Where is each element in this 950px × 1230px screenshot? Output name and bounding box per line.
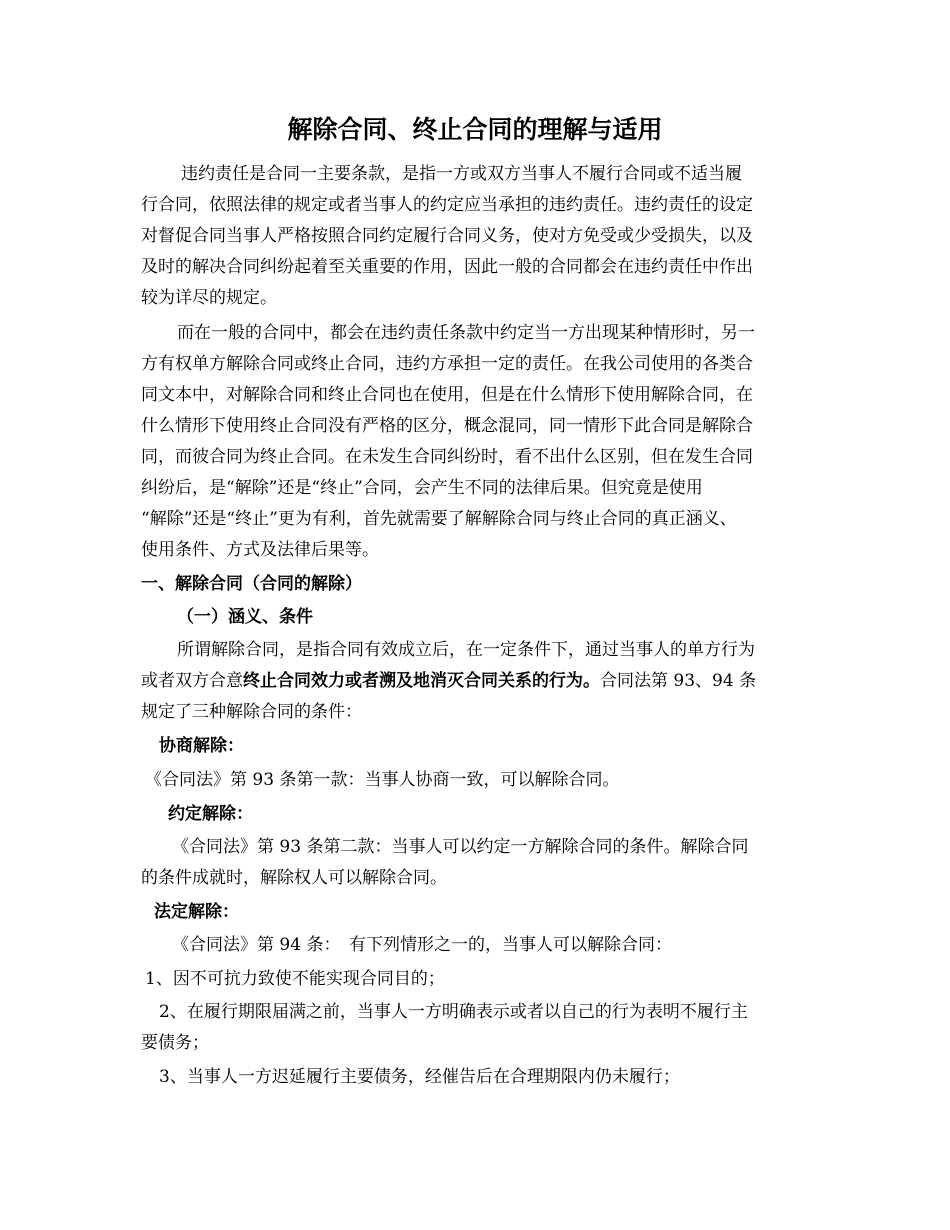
paragraph-line: 行合同，依照法律的规定或者当事人的约定应当承担的违约责任。违约责任的设定	[141, 195, 753, 215]
paragraph-line	[141, 669, 756, 693]
paragraph-line: 《合同法》第 94 条： 有下列情形之一的，当事人可以解除合同：	[172, 935, 672, 955]
paragraph-line: 及时的解决合同纠纷起着至关重要的作用，因此一般的合同都会在违约责任中作出	[141, 257, 753, 277]
subsection-heading: （一）涵义、条件	[177, 607, 313, 627]
list-item: 3、当事人一方迟延履行主要债务，经催告后在合理期限内仍未履行；	[159, 1067, 680, 1087]
clause-heading: 法定解除：	[154, 902, 239, 922]
text-run: 合同法第 93、94 条	[600, 671, 757, 691]
bold-text-run: 终止合同效力或者溯及地消灭合同关系的行为。	[243, 671, 600, 691]
paragraph-line: 使用条件、方式及法律后果等。	[141, 540, 379, 560]
paragraph-line: 对督促合同当事人严格按照合同约定履行合同义务，使对方免受或少受损失，以及	[141, 226, 753, 246]
paragraph-line: 违约责任是合同一主要条款，是指一方或双方当事人不履行合同或不适当履	[181, 164, 742, 184]
document-title: 解除合同、终止合同的理解与适用	[287, 115, 663, 144]
paragraph-line: 同文本中，对解除合同和终止合同也在使用，但是在什么情形下使用解除合同，在	[141, 385, 753, 405]
clause-heading: 协商解除：	[159, 736, 244, 756]
paragraph-line: 什么情形下使用终止合同没有严格的区分，概念混同，同一情形下此合同是解除合	[141, 416, 753, 436]
section-heading: 一、解除合同（合同的解除）	[141, 574, 362, 594]
paragraph-line: 而在一般的合同中，都会在违约责任条款中约定当一方出现某种情形时，另一	[177, 323, 755, 343]
text-run: 或者双方合意	[141, 671, 243, 691]
paragraph-line: 较为详尽的规定。	[141, 288, 277, 308]
paragraph-line: 的条件成就时，解除权人可以解除合同。	[141, 868, 447, 888]
paragraph-line: 规定了三种解除合同的条件：	[141, 702, 362, 722]
list-item: 2、在履行期限届满之前，当事人一方明确表示或者以自己的行为表明不履行主	[159, 1002, 748, 1022]
list-item: 1、因不可抗力致使不能实现合同目的；	[145, 969, 445, 989]
paragraph-line: 所谓解除合同，是指合同有效成立后，在一定条件下，通过当事人的单方行为	[177, 640, 755, 660]
paragraph-line: “解除”还是“终止”更为有利，首先就需要了解解除合同与终止合同的真正涵义、	[141, 509, 737, 529]
paragraph-line: 《合同法》第 93 条第一款：当事人协商一致，可以解除合同。	[145, 770, 620, 790]
list-item-continued: 要债务；	[141, 1033, 209, 1053]
paragraph-line: 同，而彼合同为终止合同。在未发生合同纠纷时，看不出什么区别，但在发生合同	[141, 447, 753, 467]
paragraph-line: 纠纷后，是“解除”还是“终止”合同，会产生不同的法律后果。但究竟是使用	[141, 478, 703, 498]
paragraph-line: 《合同法》第 93 条第二款：当事人可以约定一方解除合同的条件。解除合同	[172, 837, 749, 857]
paragraph-line: 方有权单方解除合同或终止合同，违约方承担一定的责任。在我公司使用的各类合	[141, 354, 753, 374]
clause-heading: 约定解除：	[168, 804, 253, 824]
